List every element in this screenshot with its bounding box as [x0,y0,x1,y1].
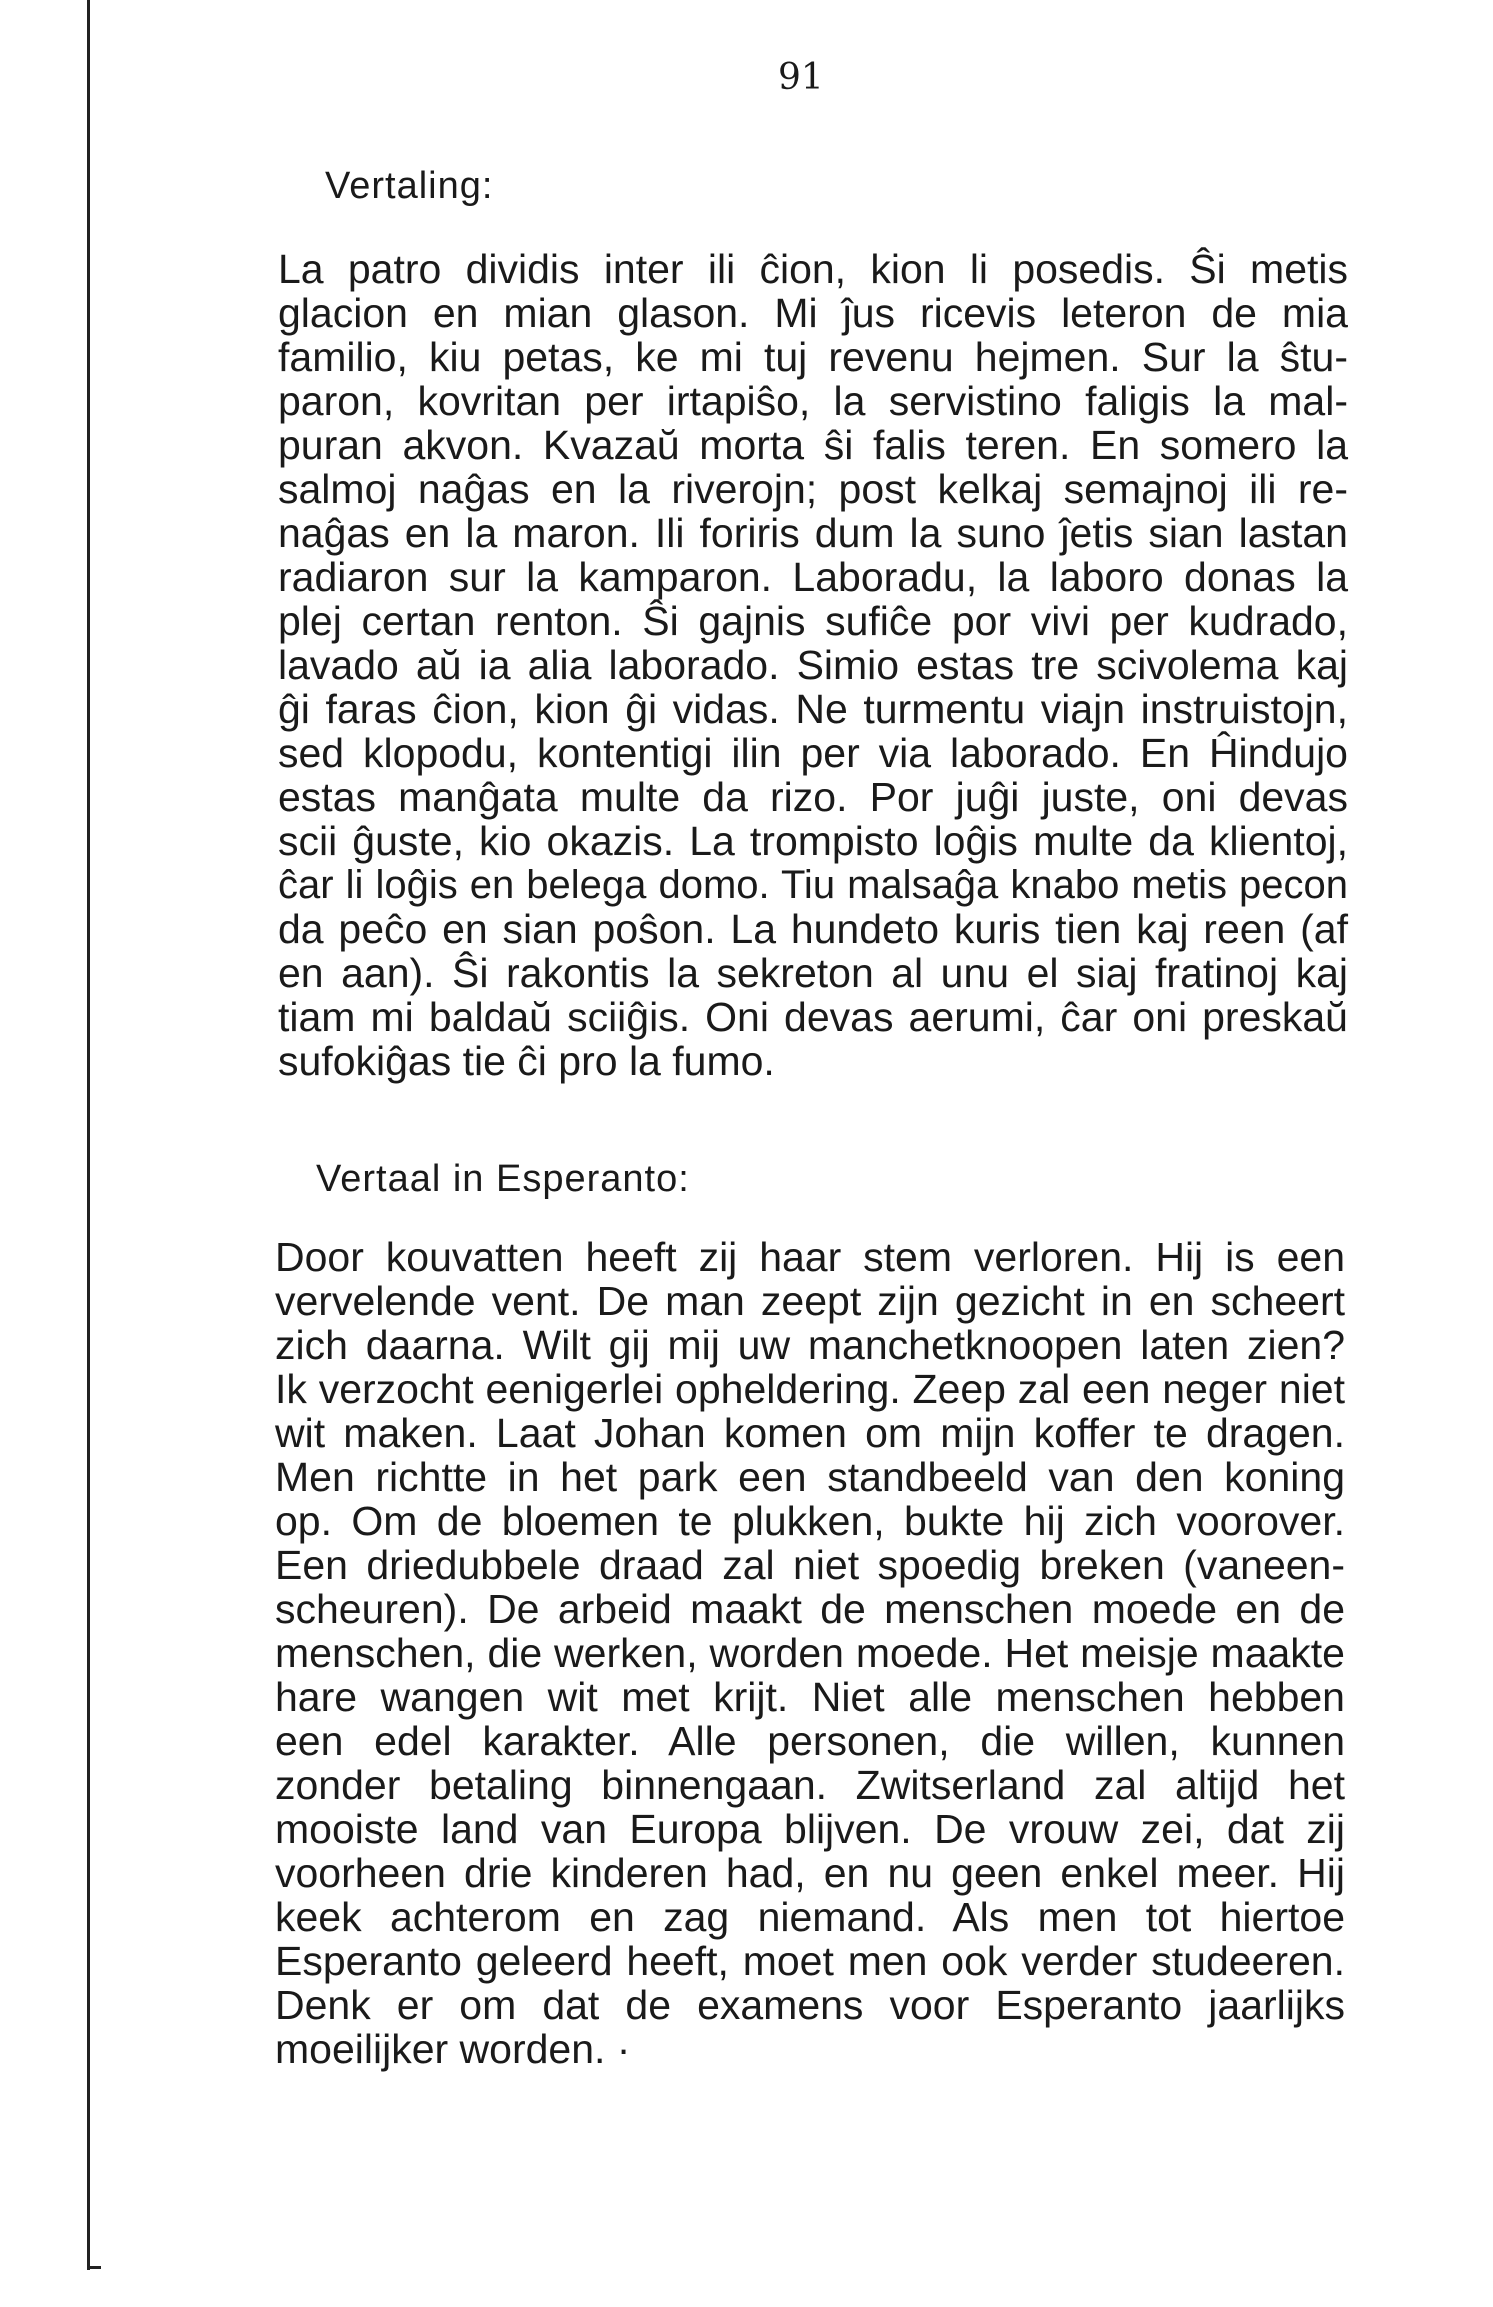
translation-line: glacion en mian glason. Mi ĵus ricevis leteron de mia [278,290,1348,336]
exercise-line: een edel karakter. Alle personen, die willen, kunnen [275,1718,1345,1764]
translation-line: en aan). Ŝi rakontis la sekreton al unu el siaj fratinoj kaj [278,950,1348,996]
translation-line: sed klopodu, kontentigi ilin per via laborado. En Ĥindujo [278,730,1348,776]
exercise-line: keek achterom en zag niemand. Als men tot hiertoe [275,1894,1345,1940]
exercise-line: menschen, die werken, worden moede. Het meisje maakte [275,1630,1345,1676]
exercise-line: hare wangen wit met krijt. Niet alle menschen hebben [275,1674,1345,1720]
exercise-line: zonder betaling binnengaan. Zwitserland zal altijd het [275,1762,1345,1808]
translation-line: estas manĝata multe da rizo. Por juĝi juste, oni devas [278,774,1348,820]
page-binding-edge-foot [87,2266,101,2269]
page-number: 91 [778,57,824,98]
translation-line: La patro dividis inter ili ĉion, kion li posedis. Ŝi metis [278,246,1348,292]
translation-heading: Vertaling: [325,165,494,207]
translation-line: tiam mi baldaŭ sciiĝis. Oni devas aerumi, ĉar oni preskaŭ [278,994,1348,1040]
page-binding-edge [87,0,90,2270]
exercise-line: Denk er om dat de examens voor Esperanto jaarlijks [275,1982,1345,2028]
exercise-line: vervelende vent. De man zeept zijn gezicht in en scheert [275,1278,1345,1324]
translation-line: familio, kiu petas, ke mi tuj revenu hejmen. Sur la ŝtu- [278,334,1348,380]
translation-line: naĝas en la maron. Ili foriris dum la suno ĵetis sian lastan [278,510,1348,556]
translation-line: da peĉo en sian poŝon. La hundeto kuris tien kaj reen (af [278,906,1348,952]
exercise-line: Door kouvatten heeft zij haar stem verloren. Hij is een [275,1234,1345,1280]
translation-line: ĉar li loĝis en belega domo. Tiu malsaĝa knabo metis pecon [278,863,1348,907]
translation-line: ĝi faras ĉion, kion ĝi vidas. Ne turmentu viajn instruistojn, [278,686,1348,732]
exercise-line: wit maken. Laat Johan komen om mijn koffer te dragen. [275,1410,1345,1456]
exercise-line: Esperanto geleerd heeft, moet men ook verder studeeren. [275,1938,1345,1984]
exercise-line: op. Om de bloemen te plukken, bukte hij zich voorover. [275,1498,1345,1544]
exercise-line: zich daarna. Wilt gij mij uw manchetknoopen laten zien? [275,1322,1345,1368]
translation-line: sufokiĝas tie ĉi pro la fumo. [278,1038,775,1084]
translation-line: lavado aŭ ia alia laborado. Simio estas tre scivolema kaj [278,642,1348,688]
exercise-line: moeilijker worden. · [275,2026,631,2072]
translation-line: puran akvon. Kvazaŭ morta ŝi falis teren. En somero la [278,422,1348,468]
translation-line: plej certan renton. Ŝi gajnis sufiĉe por vivi per kudrado, [278,598,1348,644]
exercise-line: Ik verzocht eenigerlei opheldering. Zeep zal een neger niet [275,1366,1345,1412]
translation-line: salmoj naĝas en la riverojn; post kelkaj semajnoj ili re- [278,466,1348,512]
exercise-line: voorheen drie kinderen had, en nu geen enkel meer. Hij [275,1850,1345,1896]
exercise-line: scheuren). De arbeid maakt de menschen moede en de [275,1586,1345,1632]
exercise-line: mooiste land van Europa blijven. De vrouw zei, dat zij [275,1806,1345,1852]
translation-line: paron, kovritan per irtapiŝo, la servistino faligis la mal- [278,378,1348,424]
translation-line: scii ĝuste, kio okazis. La trompisto loĝis multe da klientoj, [278,818,1348,864]
exercise-heading: Vertaal in Esperanto: [316,1158,690,1200]
exercise-line: Een driedubbele draad zal niet spoedig breken (vaneen- [275,1542,1345,1588]
translation-line: radiaron sur la kamparon. Laboradu, la laboro donas la [278,554,1348,600]
exercise-line: Men richtte in het park een standbeeld van den koning [275,1454,1345,1500]
